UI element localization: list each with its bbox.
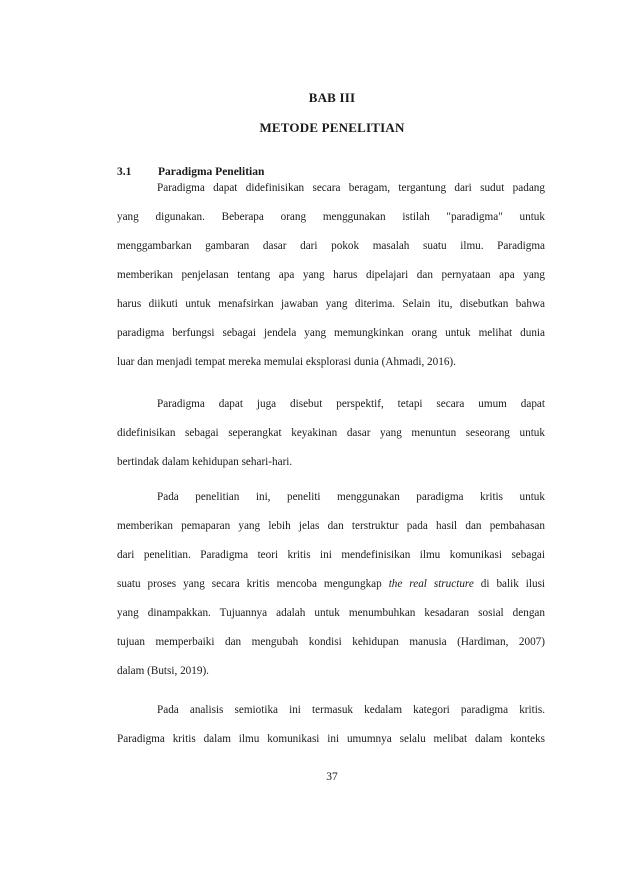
paragraph-line: menggambarkan gambaran dasar dari pokok masalah suatu ilmu. Paradigma <box>117 240 545 252</box>
paragraph-line: paradigma berfungsi sebagai jendela yang memungkinkan orang untuk melihat dunia <box>117 327 545 339</box>
page-number: 37 <box>326 771 338 783</box>
paragraph-line: Pada analisis semiotika ini termasuk kedalam kategori paradigma kritis. <box>157 704 545 716</box>
paragraph-line: memberikan pemaparan yang lebih jelas dan terstruktur pada hasil dan pembahasan <box>117 520 545 532</box>
paragraph-line: Pada penelitian ini, peneliti menggunakan paradigma kritis untuk <box>157 491 545 503</box>
line-text: suatu proses yang secara kritis mencoba mengungkap <box>117 578 382 590</box>
italic-phrase: the real structure <box>388 578 474 590</box>
section-title: Paradigma Penelitian <box>158 166 265 178</box>
chapter-number: BAB III <box>308 90 356 105</box>
paragraph-line: dalam (Butsi, 2019). <box>117 665 209 677</box>
paragraph-line: tujuan memperbaiki dan mengubah kondisi kehidupan manusia (Hardiman, 2007) <box>117 636 545 648</box>
paragraph-line: dari penelitian. Paradigma teori kritis ini mendefinisikan ilmu komunikasi sebagai <box>117 549 545 561</box>
paragraph-line: Paradigma dapat juga disebut perspektif, tetapi secara umum dapat <box>157 398 545 410</box>
paragraph-line: Paradigma dapat didefinisikan secara beragam, tergantung dari sudut padang <box>157 182 545 194</box>
paragraph-line: memberikan penjelasan tentang apa yang harus dipelajari dan pernyataan apa yang <box>117 269 545 281</box>
paragraph-line-with-italic <box>117 576 545 592</box>
paragraph-line: yang dinampakkan. Tujuannya adalah untuk menumbuhkan kesadaran sosial dengan <box>117 607 545 619</box>
paragraph-line: yang digunakan. Beberapa orang menggunakan istilah "paradigma" untuk <box>117 211 545 223</box>
chapter-title: METODE PENELITIAN <box>259 120 405 135</box>
paragraph-line: bertindak dalam kehidupan sehari-hari. <box>117 456 293 468</box>
paragraph-line: luar dan menjadi tempat mereka memulai eksplorasi dunia (Ahmadi, 2016). <box>117 356 456 368</box>
section-number: 3.1 <box>117 166 132 178</box>
paragraph-line: didefinisikan sebagai seperangkat keyakinan dasar yang menuntun seseorang untuk <box>117 427 545 439</box>
line-text-continued: di balik ilusi <box>480 578 546 590</box>
paragraph-line: harus diikuti untuk menafsirkan jawaban yang diterima. Selain itu, disebutkan bahwa <box>117 298 545 310</box>
section-heading <box>117 166 264 178</box>
paragraph-line: Paradigma kritis dalam ilmu komunikasi ini umumnya selalu melibat dalam konteks <box>117 733 545 745</box>
